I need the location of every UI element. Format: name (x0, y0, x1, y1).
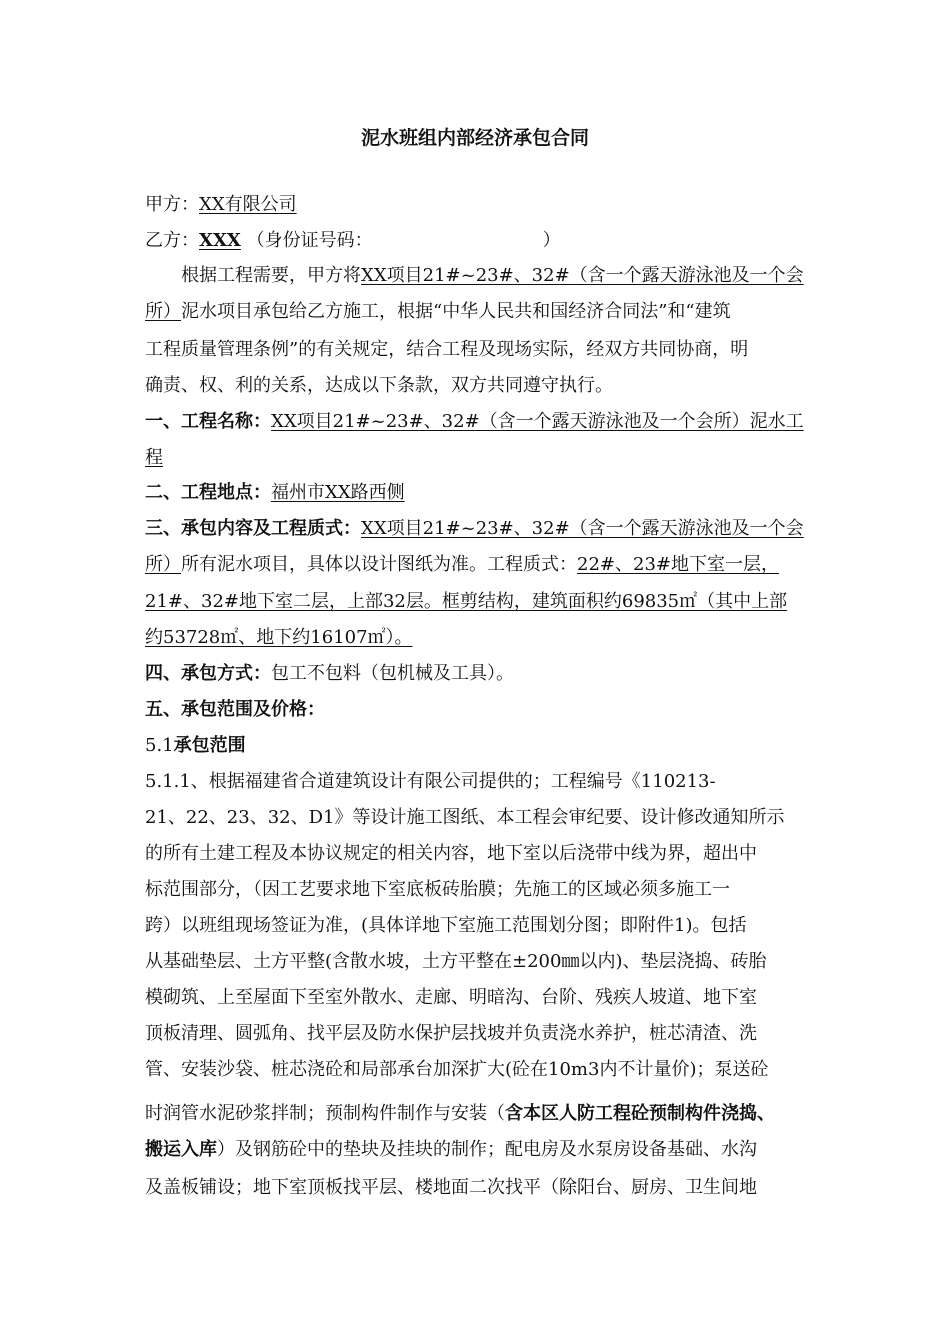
section-1-value-cont: 程 (145, 447, 163, 468)
clause-text: 时润管水泥砂浆拌制；预制构件制作与安装（ (145, 1103, 505, 1124)
clause-line: 标范围部分，（因工艺要求地下室底板砖胎膜；先施工的区域必须多施工一 (145, 879, 730, 900)
section-2-line (145, 481, 815, 505)
project-name: XX项目21#~23#、32#（含一个露天游泳池及一个会 (361, 265, 804, 286)
section-3-structure: 22#、23#地下室一层， (577, 554, 779, 575)
section-2-value: 福州市XX路西侧 (271, 482, 405, 503)
section-3-heading: 三、承包内容及工程质式： (145, 518, 361, 539)
clause-line: 及盖板铺设；地下室顶板找平层、楼地面二次找平（除阳台、厨房、卫生间地 (145, 1177, 757, 1198)
clause-line: 模砌筑、上至屋面下至室外散水、走廊、明暗沟、台阶、残疾人坡道、地下室 (145, 987, 757, 1008)
section-1-heading: 一、工程名称： (145, 411, 271, 432)
section-3-line-2 (145, 553, 815, 577)
section-3-structure-cont: 21#、32#地下室二层，上部32层。框剪结构，建筑面积约69835㎡（其中上部 (145, 591, 788, 612)
intro-line-1 (145, 264, 815, 288)
clause-line: 管、安装沙袋、桩芯浇砼和局部承台加深扩大(砼在10m3内不计量价)；泵送砼 (145, 1059, 769, 1080)
intro-line-3: 工程质量管理条例”的有关规定，结合工程及现场实际，经双方共同协商，明 (145, 339, 749, 360)
section-4-heading: 四、承包方式： (145, 663, 271, 684)
clause-emphasis: 搬运入库 (145, 1139, 217, 1160)
section-1-line-2 (145, 446, 815, 470)
section-1-line-1 (145, 410, 815, 434)
section-3-line-3 (145, 590, 815, 614)
intro-line-2 (145, 300, 815, 324)
subsection-number: 5.1 (145, 735, 174, 756)
intro-text: 泥水项目承包给乙方施工，根据“中华人民共和国经济合同法”和“建筑 (181, 301, 731, 322)
clause-line: 的所有土建工程及本协议规定的相关内容，地下室以后浇带中线为界，超出中 (145, 843, 757, 864)
clause-line: 跨）以班组现场签证为准，(具体详地下室施工范围划分图；即附件1)。包括 (145, 915, 747, 936)
party-a-name: XX有限公司 (199, 194, 297, 215)
clause-line: 顶板清理、圆弧角、找平层及防水保护层找坡并负责浇水养护，桩芯清渣、洗 (145, 1023, 757, 1044)
party-a-line (145, 193, 815, 217)
intro-line-4: 确责、权、利的关系，达成以下条款，双方共同遵守执行。 (145, 375, 613, 396)
party-b-id-suffix: ） (542, 230, 561, 251)
party-b-id-prefix: （身份证号码： (246, 230, 373, 251)
clause-line: 21、22、23、32、D1》等设计施工图纸、本工程会审纪要、设计修改通知所示 (145, 807, 785, 828)
party-b-label: 乙方： (145, 230, 199, 251)
subsection-title: 承包范围 (173, 735, 246, 756)
section-3-line-4 (145, 626, 815, 650)
section-3-line-1 (145, 517, 815, 541)
document-title: 泥水班组内部经济承包合同 (360, 127, 589, 149)
clause-emphasis: 含本区人防工程砼预制构件浇捣、 (505, 1103, 775, 1124)
section-3-area: 约53728㎡、地下约16107㎡）。 (145, 627, 413, 648)
section-1-value: XX项目21#~23#、32#（含一个露天游泳池及一个会所）泥水工 (271, 411, 804, 432)
clause-line (145, 1138, 815, 1162)
party-b-name: XXX (199, 230, 241, 251)
clause-text: ）及钢筋砼中的垫块及挂块的制作；配电房及水泵房设备基础、水沟 (217, 1139, 757, 1160)
section-3-value-cont: 所） (145, 554, 181, 575)
subsection-5-1-heading (145, 734, 815, 758)
section-3-text: 所有泥水项目，具体以设计图纸为准。工程质式： (181, 554, 577, 575)
party-b-line (145, 229, 815, 253)
section-2-heading: 二、工程地点： (145, 482, 271, 503)
project-name-cont: 所） (145, 301, 181, 322)
section-5-heading: 五、承包范围及价格： (145, 699, 325, 720)
clause-line: 从基础垫层、土方平整(含散水坡，土方平整在±200㎜以内)、垫层浇捣、砖胎 (145, 951, 767, 972)
intro-text: 根据工程需要，甲方将 (181, 265, 361, 286)
section-4-value: 包工不包料（包机械及工具）。 (271, 663, 514, 684)
section-3-value: XX项目21#~23#、32#（含一个露天游泳池及一个会 (361, 518, 804, 539)
clause-line (145, 1102, 815, 1126)
party-a-label: 甲方： (145, 194, 199, 215)
clause-line: 5.1.1、根据福建省合道建筑设计有限公司提供的；工程编号《110213- (145, 771, 716, 792)
section-4-line (145, 662, 815, 686)
